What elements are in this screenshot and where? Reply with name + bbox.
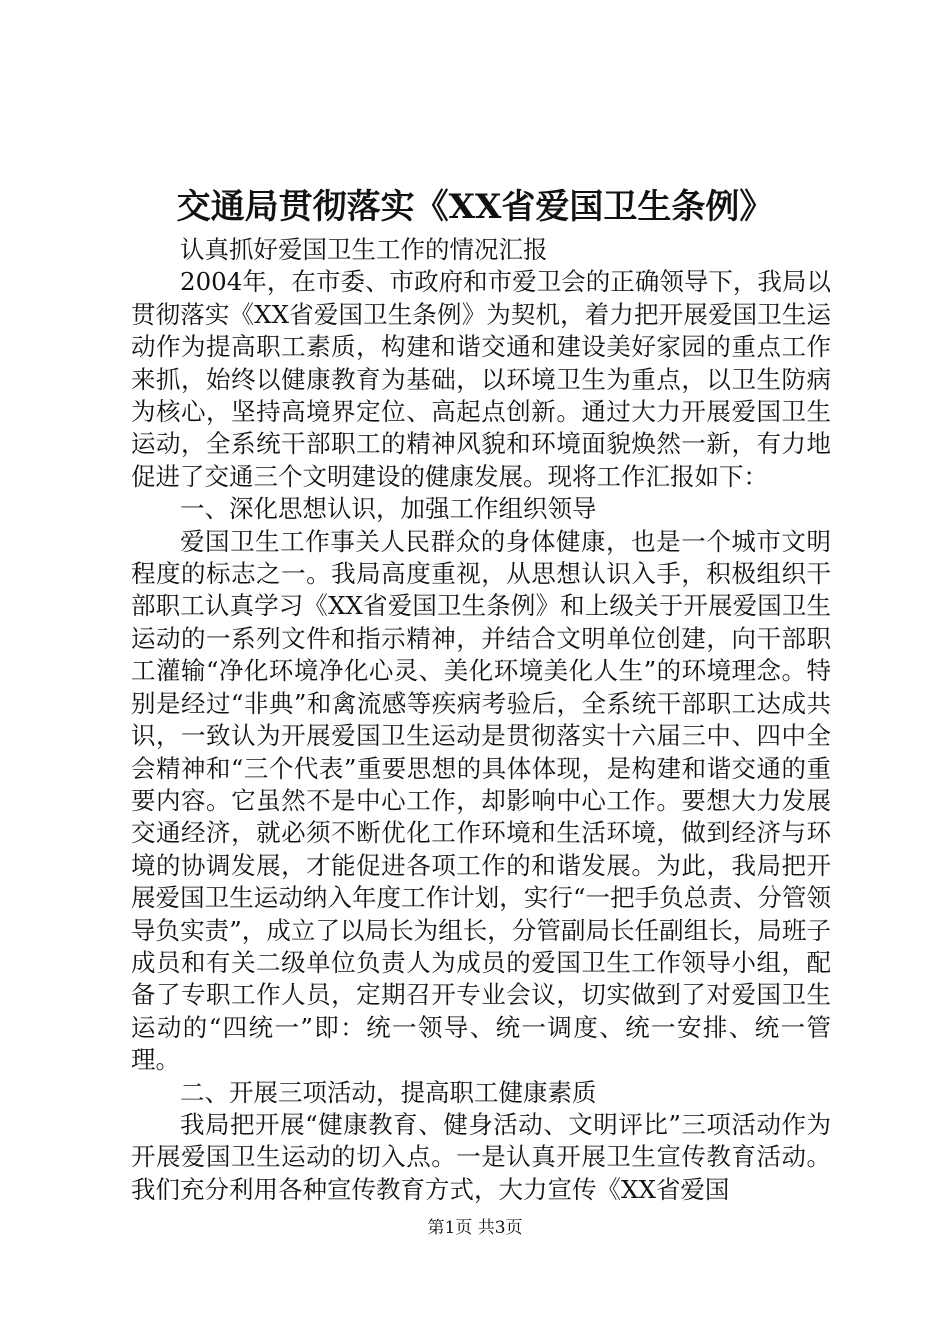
section-2-heading: 二、开展三项活动，提高职工健康素质 <box>180 1077 597 1107</box>
page-number-footer: 第1页 共3页 <box>427 1218 523 1238</box>
section-2-paragraph: 我局把开展“健康教育、健身活动、文明评比”三项活动作为开展爱国卫生运动的切入点。一是认真开展卫生宣传教育活动。我们充分利用各种宣传教育方式，大力宣传《XX省爱国 <box>131 1109 831 1204</box>
section-1-heading: 一、深化思想认识，加强工作组织领导 <box>180 494 597 524</box>
intro-paragraph: 2004年，在市委、市政府和市爱卫会的正确领导下，我局以贯彻落实《XX省爱国卫生条例》为契机，着力把开展爱国卫生运动作为提高职工素质，构建和谐交通和建设美好家园的重点工作来抓，始终以健康教育为基础，以环境卫生为重点，以卫生防病为核心，坚持高境界定位、高起点创新。通过大力开展爱国卫生运动，全系统干部职工的精神风貌和环境面貌焕然一新，有力地促进了交通三个文明建设的健康发展。现将工作汇报如下： <box>131 267 831 491</box>
document-body <box>131 234 831 1206</box>
document-title: 交通局贯彻落实《XX省爱国卫生条例》 <box>176 187 774 227</box>
section-1-paragraph: 爱国卫生工作事关人民群众的身体健康，也是一个城市文明程度的标志之一。我局高度重视，从思想认识入手，积极组织干部职工认真学习《XX省爱国卫生条例》和上级关于开展爱国卫生运动的一系列文件和指示精神，并结合文明单位创建，向干部职工灌输“净化环境净化心灵、美化环境美化人生”的环境理念。特别是经过“非典”和禽流感等疾病考验后，全系统干部职工达成共识，一致认为开展爱国卫生运动是贯彻落实十六届三中、四中全会精神和“三个代表”重要思想的具体体现，是构建和谐交通的重要内容。它虽然不是中心工作，却影响中心工作。要想大力发展交通经济，就必须不断优化工作环境和生活环境，做到经济与环境的协调发展，才能促进各项工作的和谐发展。为此，我局把开展爱国卫生运动纳入年度工作计划，实行“一把手负总责、分管领导负实责”，成立了以局长为组长，分管副局长任副组长，局班子成员和有关二级单位负责人为成员的爱国卫生工作领导小组，配备了专职工作人员，定期召开专业会议，切实做到了对爱国卫生运动的“四统一”即：统一领导、统一调度、统一安排、统一管理。 <box>131 526 831 1075</box>
document-subtitle: 认真抓好爱国卫生工作的情况汇报 <box>180 235 548 264</box>
